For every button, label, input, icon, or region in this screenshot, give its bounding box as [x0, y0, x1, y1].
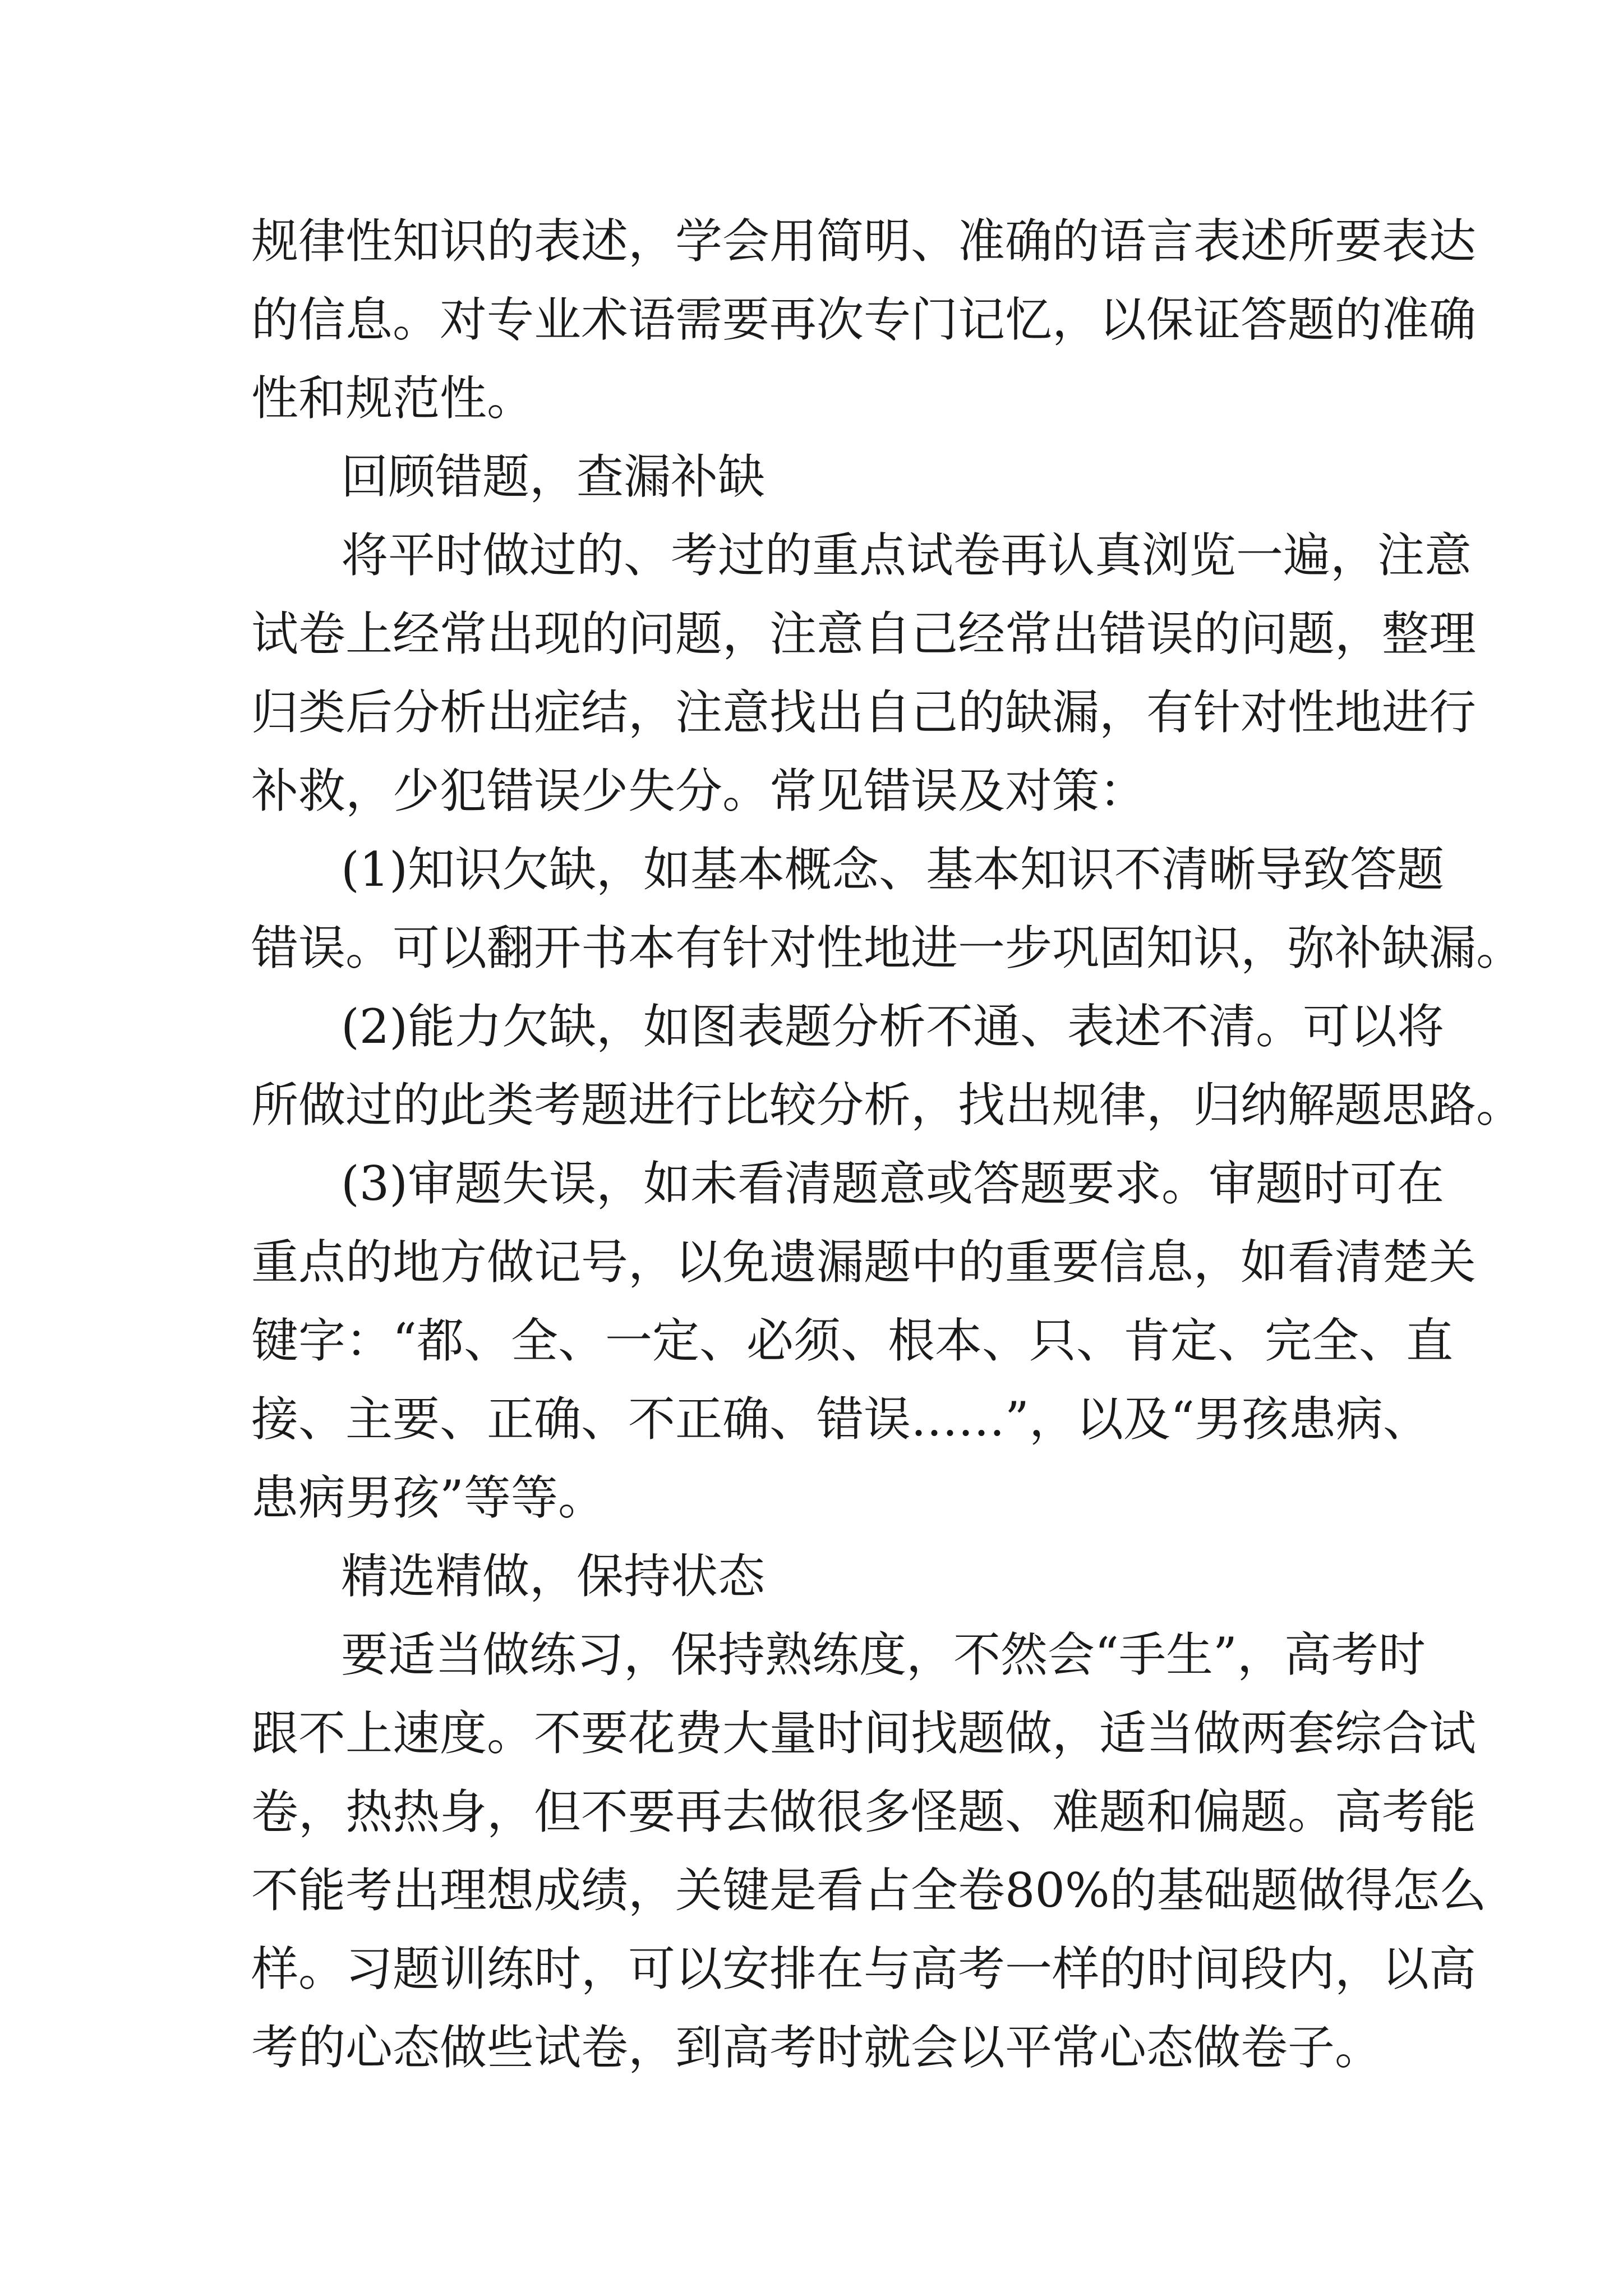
text-line [251, 830, 1444, 909]
text-line [251, 1066, 1524, 1144]
text-line [251, 359, 1378, 438]
text-line [251, 752, 1378, 830]
text-line [251, 1773, 1477, 1851]
text-line-content: (1)知识欠缺，如基本概念、基本知识不清晰导致答题 [341, 842, 1444, 897]
text-line [251, 1694, 1477, 1773]
text-line-content: 接、主要、正确、不正确、错误……”，以及“男孩患病、 [251, 1392, 1430, 1447]
text-line-content: 试卷上经常出现的问题，注意自己经常出错误的问题，整理 [251, 606, 1477, 661]
text-line [251, 987, 1444, 1066]
text-line-content: (2)能力欠缺，如图表题分析不通、表述不清。可以将 [341, 999, 1444, 1054]
text-line-content: (3)审题失误，如未看清题意或答题要求。审题时可在 [341, 1156, 1444, 1211]
text-line-content: 重点的地方做记号，以免遗漏题中的重要信息，如看清楚关 [251, 1235, 1477, 1290]
text-line [251, 1616, 1426, 1694]
text-line [251, 2008, 1382, 2087]
text-line [251, 438, 1378, 516]
text-line-content: 的信息。对专业术语需要再次专门记忆，以保证答题的准确 [251, 292, 1477, 347]
text-line [251, 1301, 1453, 1380]
text-line-content: 要适当做练习，保持熟练度，不然会“手生”，高考时 [341, 1627, 1426, 1682]
text-line-content: 错误。可以翻开书本有针对性地进一步巩固知识，弥补缺漏。 [251, 921, 1524, 976]
text-line-content: 补救，少犯错误少失分。常见错误及对策： [251, 763, 1147, 818]
text-line-content: 不能考出理想成绩，关键是看占全卷80%的基础题做得怎么 [251, 1863, 1487, 1918]
text-line [251, 1930, 1477, 2008]
text-line [251, 1458, 1378, 1537]
text-line-content: 精选精做，保持状态 [341, 1549, 766, 1604]
text-line-content: 归类后分析出症结，注意找出自己的缺漏，有针对性地进行 [251, 685, 1477, 740]
text-line [251, 909, 1524, 987]
text-line-content: 规律性知识的表述，学会用简明、准确的语言表述所要表达 [251, 214, 1477, 269]
text-line [251, 1851, 1487, 1930]
text-line-content: 键字：“都、全、一定、必须、根本、只、肯定、完全、直 [251, 1313, 1453, 1368]
text-line [251, 280, 1477, 359]
text-line-content: 考的心态做些试卷，到高考时就会以平常心态做卷子。 [251, 2020, 1382, 2075]
text-line-content: 跟不上速度。不要花费大量时间找题做，适当做两套综合试 [251, 1706, 1477, 1761]
text-line [251, 673, 1477, 752]
text-line [251, 1144, 1444, 1223]
text-line [251, 516, 1472, 595]
text-line-content: 样。习题训练时，可以安排在与高考一样的时间段内，以高 [251, 1941, 1477, 1996]
text-line-content: 卷，热热身，但不要再去做很多怪题、难题和偏题。高考能 [251, 1784, 1477, 1839]
document-page [251, 202, 1524, 2087]
text-line-content: 回顾错题，查漏补缺 [341, 449, 766, 504]
text-line-content: 将平时做过的、考过的重点试卷再认真浏览一遍，注意 [341, 528, 1472, 583]
text-line [251, 1537, 1378, 1616]
text-line [251, 1380, 1430, 1458]
text-line [251, 1223, 1477, 1301]
text-line [251, 595, 1477, 673]
text-line-content: 患病男孩”等等。 [251, 1470, 605, 1525]
text-line-content: 所做过的此类考题进行比较分析，找出规律，归纳解题思路。 [251, 1078, 1524, 1133]
text-line-content: 性和规范性。 [251, 371, 534, 426]
text-line [251, 202, 1477, 280]
